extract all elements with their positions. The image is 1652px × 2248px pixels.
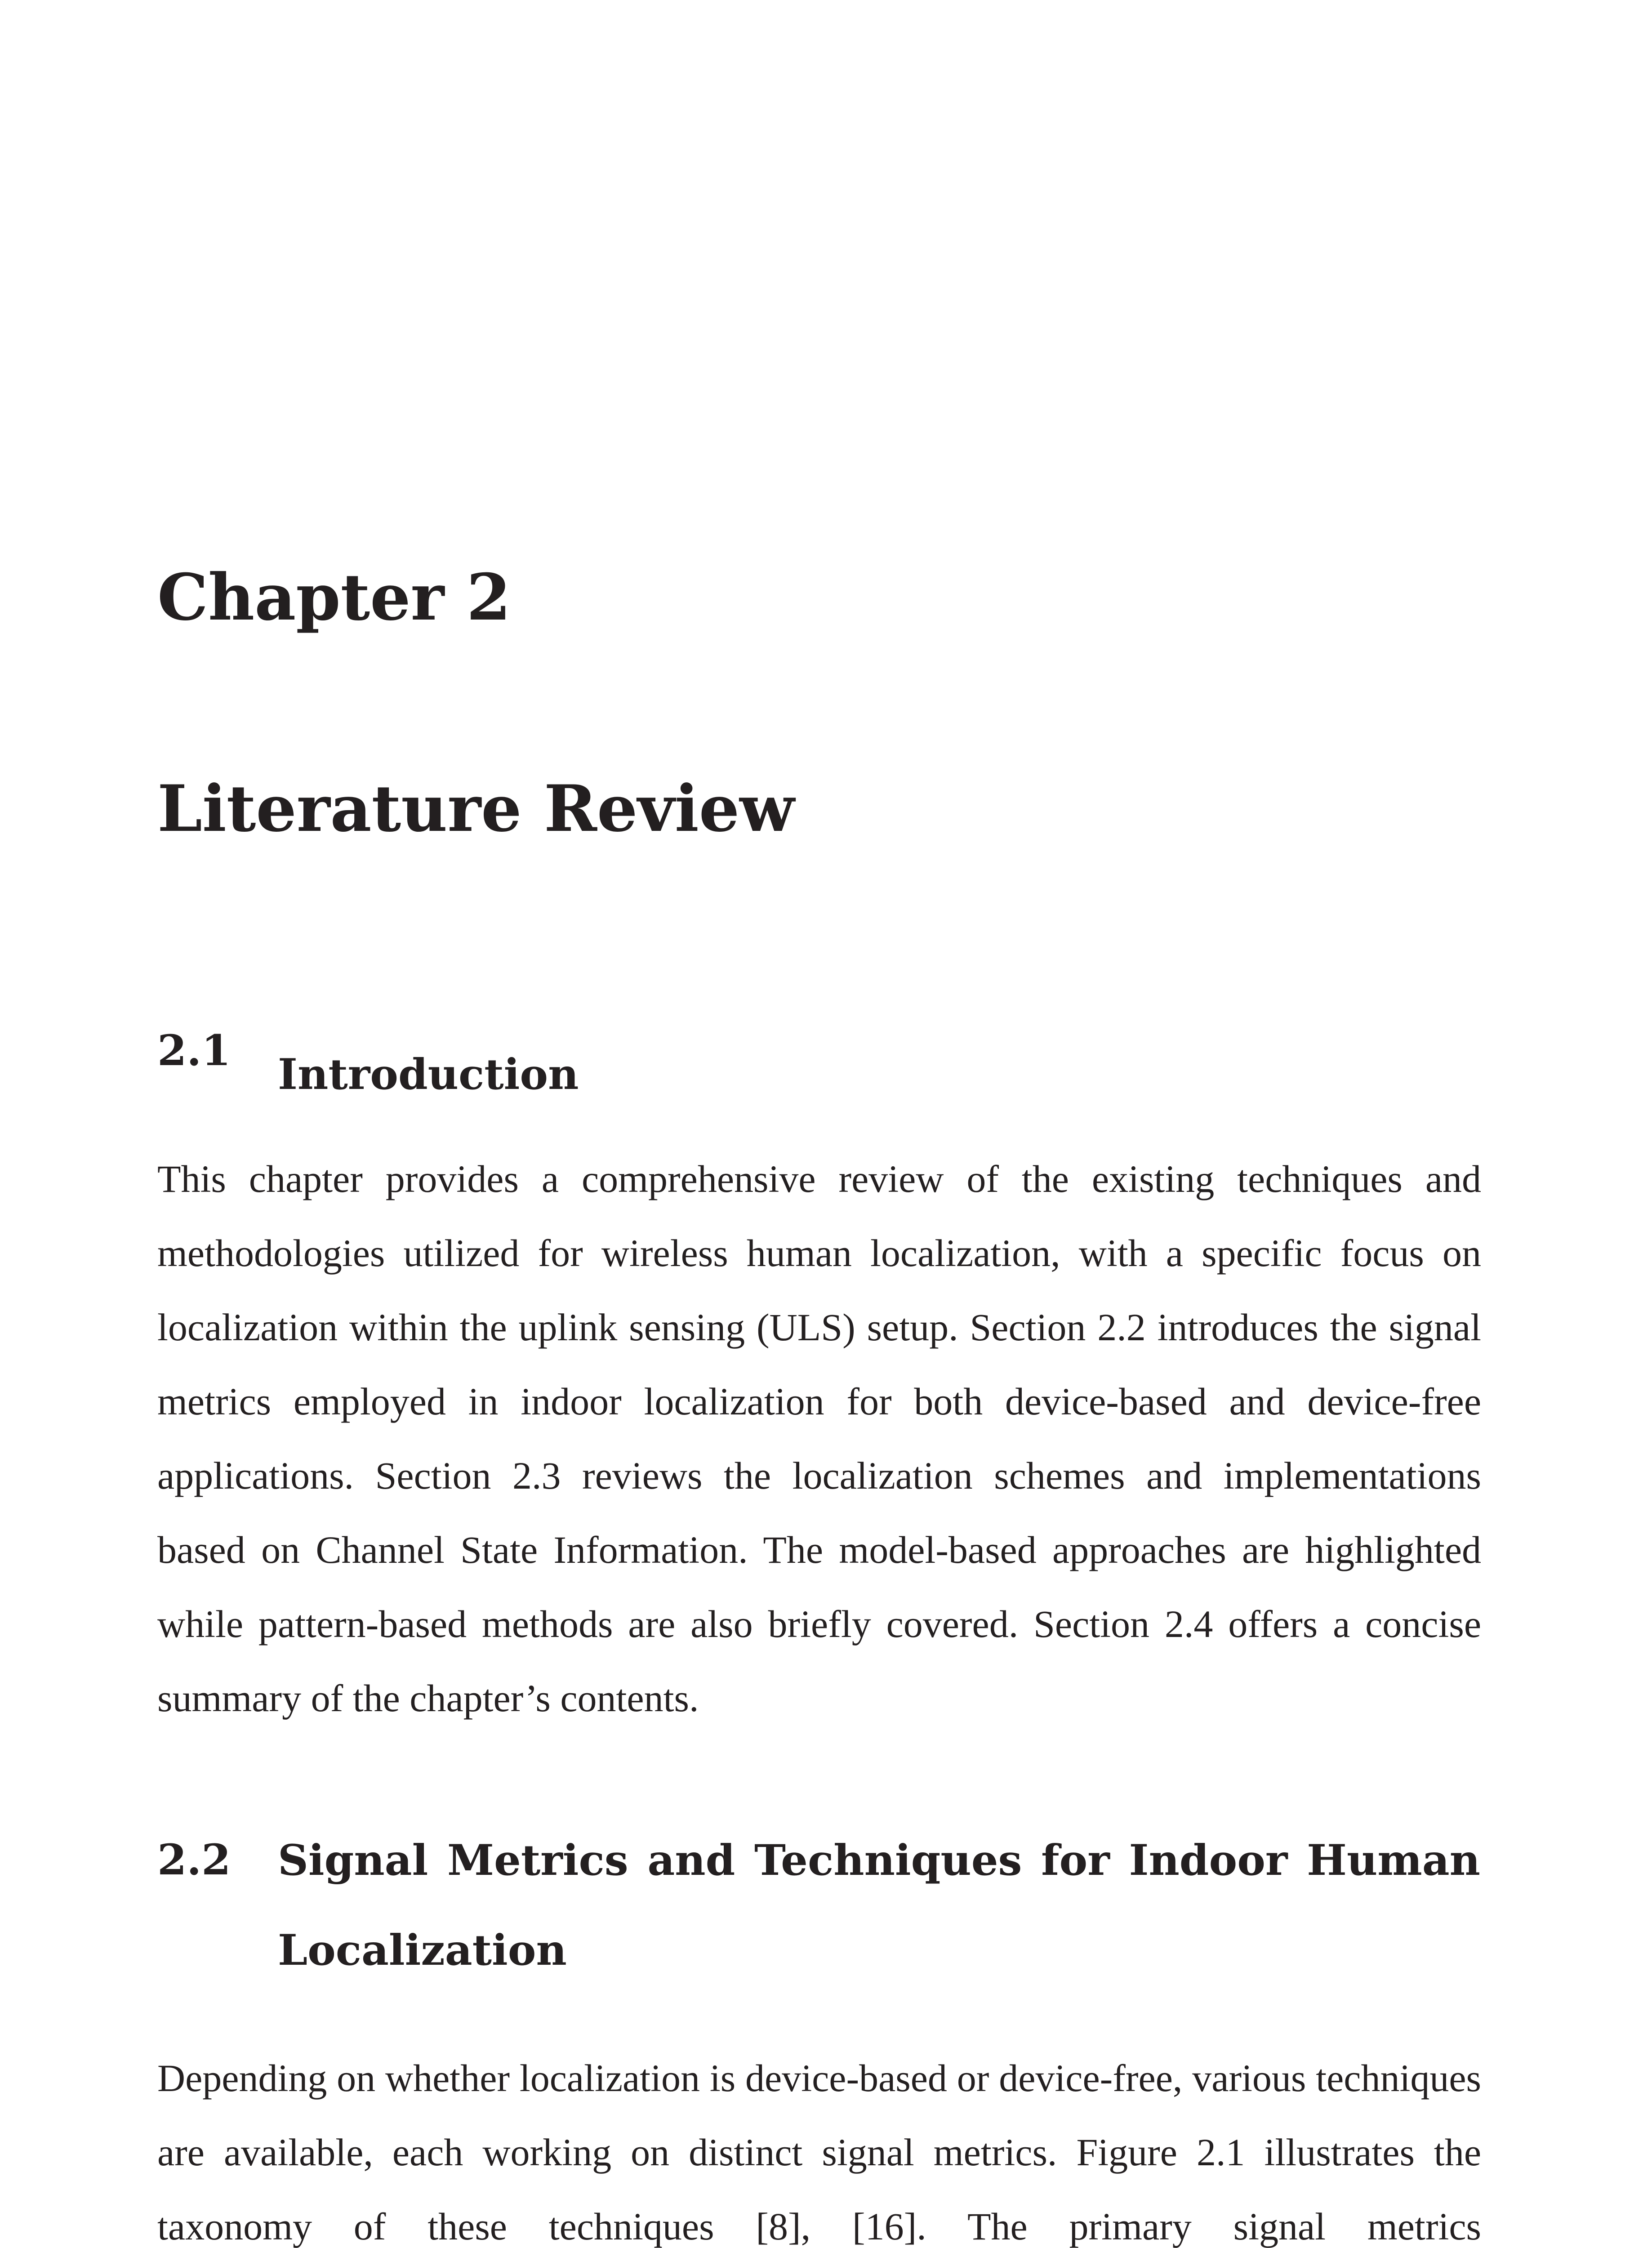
chapter-title: Literature Review: [157, 772, 795, 846]
chapter-label: Chapter 2: [157, 560, 511, 635]
signal-metrics-paragraph: Depending on whether localization is device-based or device-free, various techniques are available, each working on distinct signal metrics. Figure 2.1 illustrates the taxonomy of these techniques [8], [16]. The primary signal metrics: [157, 2056, 1481, 2248]
section-number: 2.1: [157, 1026, 231, 1075]
introduction-paragraph: This chapter provides a comprehensive review of the existing techniques and methodologies utilized for wireless human localization, with a specific focus on localization within the uplink sensing (ULS) setup. Section 2.2 introduces the signal metrics employed in indoor localization for both device-based and device-free applications. Section 2.3 reviews the localization schemes and implementations based on Channel State Information. The model-based approaches are highlighted while pattern-based methods are also briefly covered. Section 2.4 offers a concise summary of the chapter’s contents.: [157, 1157, 1481, 1720]
section-title: Introduction: [278, 1050, 579, 1099]
section-title: Signal Metrics and Techniques for Indoor Human Localization: [278, 1836, 1480, 1975]
section-number: 2.2: [157, 1835, 231, 1885]
